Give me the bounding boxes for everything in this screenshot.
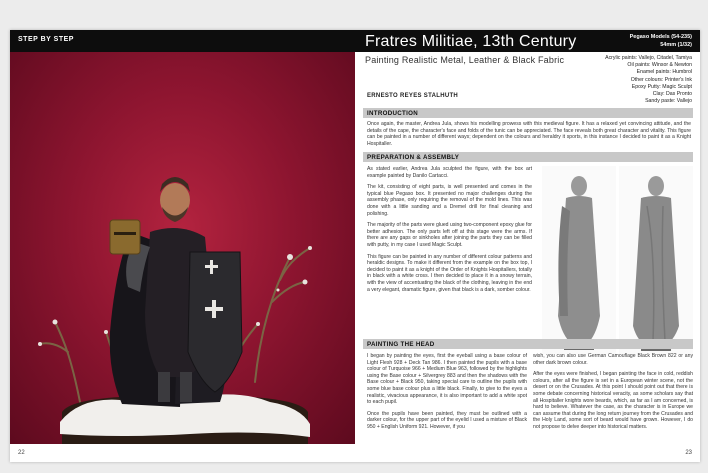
section-heading-introduction (363, 108, 693, 118)
kit-scale: 54mm (1/32) (660, 42, 692, 48)
left-page (10, 30, 355, 462)
paint-line: Enamel paints: Humbrol (636, 69, 692, 76)
unpainted-figure-back-photo (619, 166, 693, 354)
paints-list (605, 55, 692, 105)
paint-line: Clay: Das Pronto (652, 91, 692, 98)
paint-line: Oil paints: Winsor & Newton (627, 62, 692, 69)
magazine-spread (10, 30, 700, 462)
head-paragraph: wish, you can also use German Camouflage Black Brown 822 or any other dark brown colour. (533, 353, 693, 366)
prep-paragraph: The kit, consisting of eight parts, is well presented and comes in the typical blue Pegaso box. It presented no major challenges during the assembly phase, only requiring the removal of the mold lines. This was done with a little sanding and a Dremel drill for final cleaning and polishing. (367, 184, 532, 217)
knight-figure-illustration (10, 52, 355, 444)
prep-paragraph: This figure can be painted in any number of different colour patterns and heraldic designs. To make it different from the example on the box top, I decided to paint it as a knight of the Order of Knights Hospitallers, totally in black with a white cross. I then decided to place it in a snowy terrain, with the view of accentuating the black of the clothing, leaving in the end a very elegant, dramatic figure, given that black is a dark, somber colour. (367, 253, 532, 293)
article-subtitle: Painting Realistic Metal, Leather & Black Fabric (365, 55, 565, 65)
prep-paragraph: The majority of the parts were glued using two-component epoxy glue for better adhesion. The only parts left off at this stage were the arms. If there are any gaps or sinkholes after joining the parts they can be filled with putty, in my case I used Magic Sculpt. (367, 222, 532, 248)
paint-line: Acrylic paints: Vallejo, Citadel, Tamiya (605, 55, 692, 61)
right-page (355, 30, 700, 462)
section-heading-text: PAINTING THE HEAD (367, 340, 435, 348)
head-paragraph: Once the pupils have been painted, they must be outlined with a darker colour, for the upper part of the eyelid I used a mixture of Black 950 + English Uniform 921. However, if you (367, 410, 527, 430)
head-column-2 (533, 353, 693, 431)
kit-info (630, 33, 692, 49)
prep-paragraph: As stated earlier, Andrea Jula sculpted the figure, with the box art example painted by Danilo Cartacci. (367, 166, 532, 179)
section-heading-painting-head (363, 339, 693, 349)
left-header-bar (10, 30, 355, 52)
article-title: Fratres Militiae, 13th Century (365, 33, 577, 50)
head-column-1 (367, 353, 527, 431)
page-number-right: 23 (685, 450, 692, 456)
right-header-bar (355, 30, 700, 52)
intro-paragraph: Once again, the master, Andrea Jula, shows his modelling prowess with this medieval figure. It has a relaxed yet convincing attitude, and the details of the cape, the character's face and folds of the tunic can be appreciated. The face reveals both great character and vitality. This figure can be painted in a number of different ways; dependent on the colours and heraldry it sports, in this instance I decided to paint it as a Knight Hospitaller. (367, 121, 691, 147)
section-heading-text: PREPARATION & ASSEMBLY (367, 153, 460, 161)
unpainted-figure-front-photo (542, 166, 616, 354)
section-tag: STEP BY STEP (18, 36, 74, 43)
kit-maker: Pegaso Models (54-235) (629, 34, 692, 40)
section-heading-preparation (363, 152, 693, 162)
paint-line: Sandy paste: Vallejo (645, 98, 692, 105)
author-name: ERNESTO REYES STALHUTH (367, 93, 459, 99)
section-heading-text: INTRODUCTION (367, 109, 419, 117)
paint-line: Epoxy Putty: Magic Sculpt (631, 83, 692, 90)
paint-line: Other colours: Printer's Ink (630, 76, 692, 83)
head-paragraph: After the eyes were finished, I began painting the face in cold, reddish colours, after all the figure is set in a European winter scene, not the desert or on the Crusades. At this point I should point out that there is some debate concerning historical veracity, as some scholars say that all Hospitaller knights wore beards, which, as far as I am concerned, is hard to believe. Whatever the case, as the character is in Europe we can assume that during the long return journey from the Crusades and the Holy Land, some sort of beard would have grown. However, I do not propose to delve deeper into historical matters. (533, 371, 693, 430)
page-number-left: 22 (18, 450, 25, 456)
head-paragraph: I began by painting the eyes, first the eyeball using a base colour of Light Flesh 928 + Deck Tan 986. I then painted the pupils with a base colour of Turquoise 966 + Medium Blue 963, followed by the highlights using the Base colour + Silvergrey 883 and then the shadows with the Base colour + Black 950, taking special care to outline the pupils with some blue base colour plus a little black. Finally, to give to the eyes a realistic, vivacious appearance, it is also important to add a white spot to each pupil. (367, 353, 527, 406)
figure-photo (10, 52, 355, 444)
prep-column (367, 166, 532, 293)
